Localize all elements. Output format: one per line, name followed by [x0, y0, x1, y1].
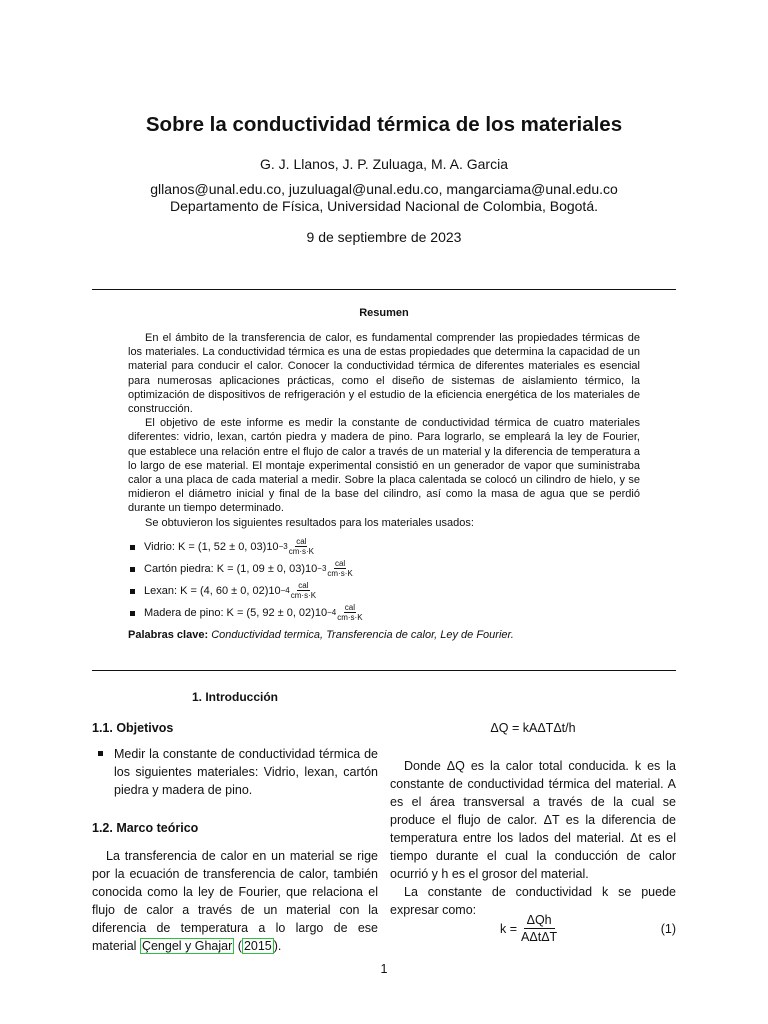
bullet-icon: [130, 545, 135, 550]
right-paragraph: La constante de conductividad k se puede expresar como:: [390, 885, 676, 917]
result-item: [128, 536, 640, 558]
unit-numerator: cal: [296, 537, 307, 547]
citation-paren-close: ).: [273, 939, 282, 953]
unit-fraction: [337, 603, 362, 622]
affiliation: Departamento de Física, Universidad Nacional de Colombia, Bogotá.: [169, 198, 598, 214]
unit-fraction: [327, 559, 352, 578]
subsection-heading-marco-teorico: 1.2. Marco teórico: [92, 821, 199, 835]
result-item: [128, 558, 640, 580]
abstract-body: [128, 331, 640, 642]
equation-k-body: [500, 912, 557, 945]
right-column: [390, 719, 676, 919]
bullet-icon: [98, 751, 103, 756]
equation-number: (1): [660, 922, 676, 936]
keywords-line: [128, 628, 640, 642]
result-exponent: −3: [278, 541, 288, 551]
marco-text: La transferencia de calor en un material se rige por la ecuación de transferencia de calor, también conocida como la ley de Fourier, que relaciona el flujo de calor a través de un material con la diferencia de temperatura a lo largo de ese material: [92, 849, 378, 953]
equation-k-numerator: ΔQh: [524, 912, 555, 929]
result-item: [128, 580, 640, 602]
unit-fraction: [291, 581, 316, 600]
author-emails: gllanos@unal.edu.co, juzuluagal@unal.edu.co, mangarciama@unal.edu.co: [150, 181, 618, 197]
unit-numerator: cal: [334, 559, 346, 569]
bullet-icon: [130, 567, 135, 572]
result-exponent: −4: [327, 607, 337, 617]
fourier-equation: ΔQ = kAΔTΔt/h: [490, 721, 576, 735]
section-heading-introduccion: 1. Introducción: [191, 690, 278, 704]
left-column: [92, 719, 378, 955]
abstract-paragraph: Se obtuvieron los siguientes resultados para los materiales usados:: [145, 516, 474, 529]
right-paragraph: Donde ΔQ es la calor total conducida. k es la constante de conductividad térmica del material. A es el área transversal a través de la cual se produce el flujo de calor. ΔT es la diferencia de temperatura entre los lados del material. Δt es el tiempo durante el cual la conducción de calor ocurrió y h es el grosor del material.: [390, 759, 676, 881]
unit-denominator: cm·s·K: [337, 613, 363, 623]
unit-fraction: [289, 537, 314, 556]
result-text: Madera de pino: K = (5, 92 ± 0, 02)10: [144, 606, 328, 619]
unit-numerator: cal: [298, 581, 309, 591]
result-text: Vidrio: K = (1, 52 ± 0, 03)10: [144, 540, 279, 553]
unit-denominator: cm·s·K: [288, 547, 315, 557]
bullet-icon: [130, 611, 135, 616]
unit-denominator: cm·s·K: [290, 591, 317, 601]
result-exponent: −4: [280, 585, 290, 595]
result-item: [128, 602, 640, 624]
bullet-icon: [130, 589, 135, 594]
citation-link-year[interactable]: 2015: [243, 939, 272, 953]
keywords-label: Palabras clave:: [128, 628, 209, 641]
objective-text: Medir la constante de conductividad térmica de los siguientes materiales: Vidrio, lexan, cartón piedra y madera de pino.: [114, 747, 378, 797]
bottom-rule: [92, 670, 676, 671]
unit-denominator: cm·s·K: [327, 569, 353, 579]
subsection-heading-objetivos: 1.1. Objetivos: [92, 721, 174, 735]
objective-item: [92, 745, 378, 799]
equation-k-fraction: [521, 912, 557, 945]
paper-title: Sobre la conductividad térmica de los materiales: [145, 113, 623, 136]
equation-k-denominator: AΔtΔT: [521, 930, 558, 944]
result-text: Cartón piedra: K = (1, 09 ± 0, 03)10: [144, 562, 318, 575]
marco-paragraph: [92, 847, 378, 955]
publication-date: 9 de septiembre de 2023: [306, 229, 462, 245]
abstract-heading: Resumen: [359, 307, 409, 319]
result-exponent: −3: [317, 563, 327, 573]
abstract-paragraph: En el ámbito de la transferencia de calor, es fundamental comprender las propiedades térmicas de los materiales. La conductividad térmica es una de estas propiedades que determina la capacidad de un material para conducir el calor. Conocer la conductividad térmica de diferentes materiales es esencial para numerosas aplicaciones prácticas, como el diseño de sistemas de aislamiento térmico, la optimización de dispositivos de refrigeración y el estudio de la eficiencia energética de los materiales de construcción.: [128, 332, 640, 416]
citation-paren-open: (: [237, 939, 242, 953]
results-list: [128, 536, 640, 624]
citation-link-author[interactable]: Çengel y Ghajar: [141, 939, 233, 953]
unit-numerator: cal: [344, 603, 355, 613]
equation-k-lhs: k =: [500, 921, 518, 936]
author-list: G. J. Llanos, J. P. Zuluaga, M. A. Garcia: [260, 156, 508, 172]
abstract-paragraph: El objetivo de este informe es medir la constante de conductividad térmica de cuatro materiales diferentes: vidrio, lexan, cartón piedra y madera de pino. Para lograrlo, se empleará la ley de Fourier, que establece una relación entre el flujo de calor a través de un material y la diferencia de temperatura a lo largo de ese material. El montaje experimental consistió en un generador de vapor que suministraba calor a una placa de cada material a medir. Sobre la placa calentada se colocó un cilindro de hielo, y se midieron el diámetro inicial y final de la base del cilindro, así como la masa de agua que se perdió durante un tiempo determinado.: [128, 417, 640, 515]
top-rule: [92, 289, 676, 290]
result-text: Lexan: K = (4, 60 ± 0, 02)10: [144, 584, 281, 597]
page-number: 1: [380, 962, 388, 976]
keywords-text: Conductividad termica, Transferencia de calor, Ley de Fourier.: [211, 628, 514, 641]
